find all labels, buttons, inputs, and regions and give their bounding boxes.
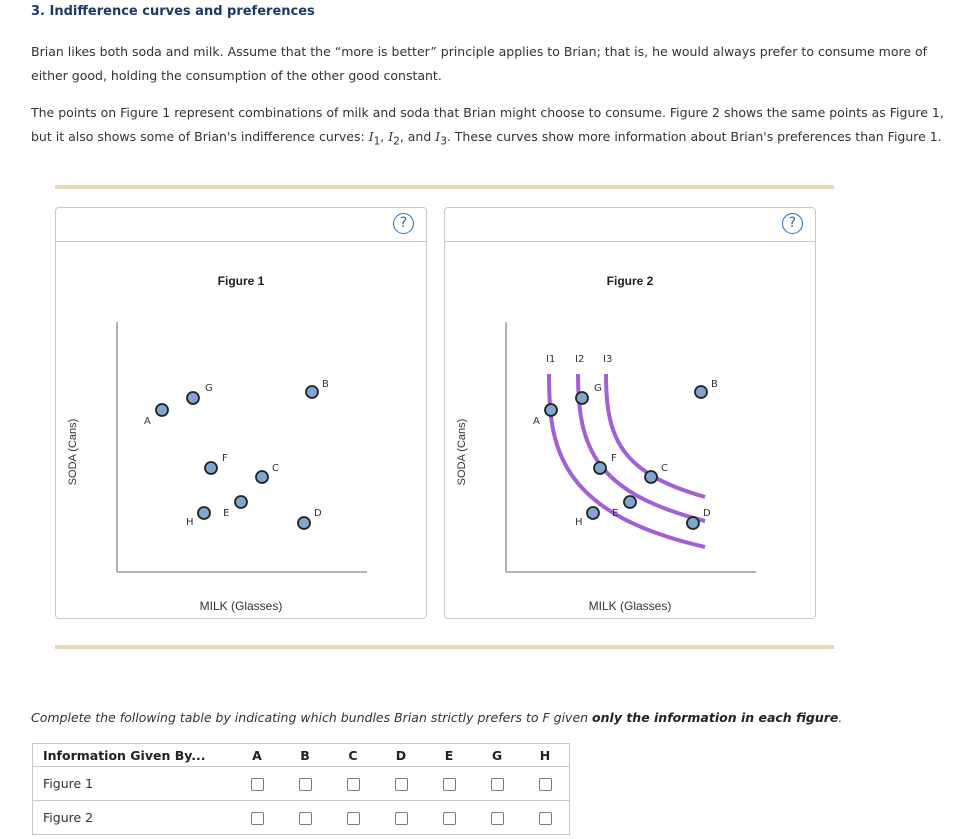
figure1-label-a: A xyxy=(144,416,151,427)
curve-i1: I xyxy=(368,129,374,144)
figure2-label-f: F xyxy=(611,453,617,464)
figure2-label-b: B xyxy=(711,379,718,390)
figure2-graph xyxy=(445,208,815,618)
figure1-title: Figure 1 xyxy=(217,274,265,288)
table-header-a: A xyxy=(233,744,281,767)
intro-paragraph: Brian likes both soda and milk. Assume that the “more is better” principle applies to Brian; that is, he would always prefer to consume more of either good, holding the consumption of the other good constant. xyxy=(31,44,928,83)
figure1-point-e xyxy=(235,496,247,508)
divider-bottom xyxy=(55,645,834,649)
table-header-c: C xyxy=(329,744,377,767)
indifference-curve-i1 xyxy=(549,374,705,547)
figure1-label-c: C xyxy=(272,463,279,474)
checkbox-figure2-h[interactable] xyxy=(539,812,552,825)
table-row xyxy=(33,801,570,835)
checkbox-figure2-g[interactable] xyxy=(491,812,504,825)
figure2-point-g xyxy=(576,392,588,404)
figure1-point-b xyxy=(306,386,318,398)
checkbox-figure1-a[interactable] xyxy=(251,778,264,791)
figure1-point-a xyxy=(156,404,168,416)
checkbox-figure1-c[interactable] xyxy=(347,778,360,791)
indifference-curve-i2 xyxy=(578,374,705,521)
figure1-label-f: F xyxy=(222,453,228,464)
figure1-label-g: G xyxy=(205,383,213,394)
divider-top xyxy=(55,185,834,189)
figure2-label-h: H xyxy=(575,517,583,528)
table-header-g: G xyxy=(473,744,521,767)
figure1-graph xyxy=(56,208,426,618)
figure1-point-c xyxy=(256,471,268,483)
figure1-point-h xyxy=(198,507,210,519)
figure1-point-f xyxy=(205,462,217,474)
checkbox-figure1-e[interactable] xyxy=(443,778,456,791)
table-header-b: B xyxy=(281,744,329,767)
figure2-point-c xyxy=(645,471,657,483)
figure2-curve-label-i2: I2 xyxy=(575,354,585,365)
figure2-panel xyxy=(444,207,816,619)
figure2-point-a xyxy=(545,404,557,416)
figure2-label-d: D xyxy=(703,508,711,519)
figures-paragraph: The points on Figure 1 represent combinations of milk and soda that Brian might choose to consume. Figure 2 shows the same points as Figure 1, but it also shows some of Brian's indifference curves: $I_1$, $I_2$, and $I_3$. These curves show more information about Brian's preferences than Figure 1. xyxy=(31,105,944,148)
table-header-info: Information Given By... xyxy=(33,744,234,767)
checkbox-figure2-b[interactable] xyxy=(299,812,312,825)
figure2-point-f xyxy=(594,462,606,474)
figure1-ylabel: SODA (Cans) xyxy=(67,418,79,486)
table-header-e: E xyxy=(425,744,473,767)
figure2-xlabel: MILK (Glasses) xyxy=(588,599,672,613)
checkbox-figure1-d[interactable] xyxy=(395,778,408,791)
figure1-xlabel: MILK (Glasses) xyxy=(199,599,283,613)
page-title: 3. Indifference curves and preferences xyxy=(31,4,315,19)
figure2-label-g: G xyxy=(594,383,602,394)
figure1-point-d xyxy=(298,517,310,529)
figure2-point-h xyxy=(587,507,599,519)
curve-i2: I xyxy=(388,129,394,144)
figure1-point-g xyxy=(187,392,199,404)
figure1-label-h: H xyxy=(186,517,194,528)
row-label-figure1: Figure 1 xyxy=(33,767,234,801)
row-label-figure2: Figure 2 xyxy=(33,801,234,835)
figure1-label-e: E xyxy=(223,508,230,519)
table-header-row xyxy=(33,744,570,767)
checkbox-figure1-g[interactable] xyxy=(491,778,504,791)
figure2-label-e: E xyxy=(612,508,619,519)
figure2-help-button[interactable]: ? xyxy=(782,213,803,234)
figure2-point-b xyxy=(695,386,707,398)
figure1-label-b: B xyxy=(322,379,329,390)
figure2-curve-label-i1: I1 xyxy=(546,354,556,365)
preference-table xyxy=(32,743,570,835)
figure2-curve-label-i3: I3 xyxy=(603,354,613,365)
checkbox-figure2-a[interactable] xyxy=(251,812,264,825)
figure2-point-d xyxy=(687,517,699,529)
table-row xyxy=(33,767,570,801)
checkbox-figure2-c[interactable] xyxy=(347,812,360,825)
figure1-label-d: D xyxy=(314,508,322,519)
figure2-point-e xyxy=(624,496,636,508)
figure1-help-button[interactable]: ? xyxy=(393,213,414,234)
figure2-label-a: A xyxy=(533,416,540,427)
checkbox-figure1-b[interactable] xyxy=(299,778,312,791)
table-instruction: Complete the following table by indicating which bundles Brian strictly prefers to F given only the information in each figure. xyxy=(31,710,843,725)
curve-i3: I xyxy=(435,129,441,144)
table-header-h: H xyxy=(521,744,570,767)
figure2-ylabel: SODA (Cans) xyxy=(456,418,468,486)
figure2-title: Figure 2 xyxy=(606,274,654,288)
figure1-panel xyxy=(55,207,427,619)
table-header-d: D xyxy=(377,744,425,767)
checkbox-figure1-h[interactable] xyxy=(539,778,552,791)
checkbox-figure2-d[interactable] xyxy=(395,812,408,825)
checkbox-figure2-e[interactable] xyxy=(443,812,456,825)
figure2-label-c: C xyxy=(661,463,668,474)
